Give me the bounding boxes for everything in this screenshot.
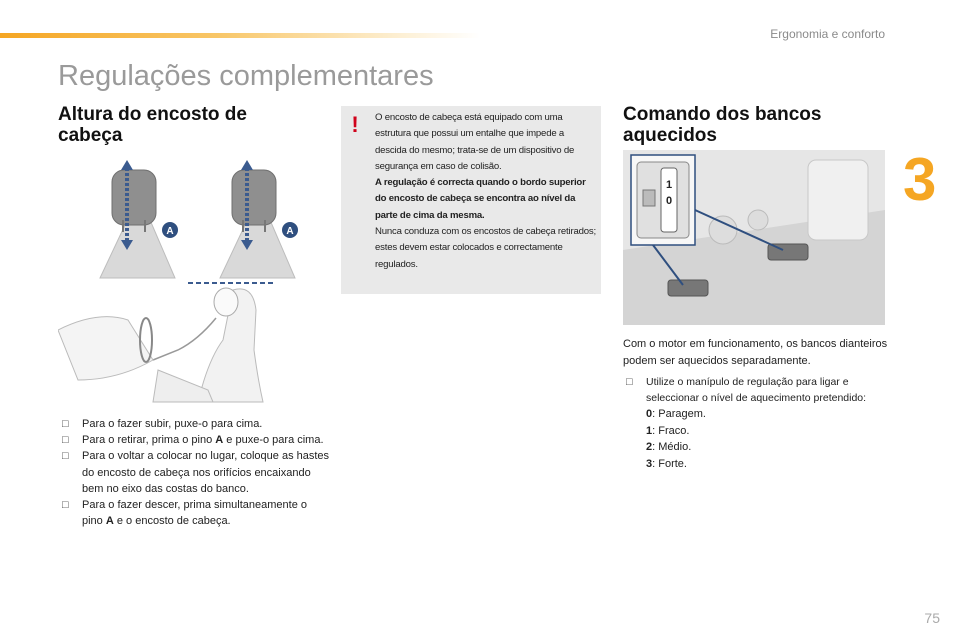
list-item [62,497,330,529]
level-num: 1 [646,424,653,437]
warning-text-bold: A regulação é correcta quando o bordo superior do encosto de cabeça se encontra ao nível da parte de cima da mesma. [375,177,586,221]
checkbox-bullet-icon: □ [62,450,69,463]
pin-label-a-left: A [166,226,174,237]
checkbox-bullet-icon: □ [62,418,69,430]
checkbox-bullet-icon: □ [626,376,633,388]
bullet-text: Para o retirar, prima o pino [82,434,216,447]
headrest-heading: Altura do encosto de cabeça [58,104,247,146]
heated-seat-control-illustration [623,150,885,325]
checkbox-bullet-icon: □ [62,434,69,447]
warning-text-2: Nunca conduza com os encostos de cabeça retirados; estes devem estar colocados e correctamente regulados. [375,226,596,270]
warning-text-1: O encosto de cabeça está equipado com uma estrutura que possui um entalhe que impede a descida do mesmo; trata-se de um dispositivo de segurança em caso de colisão. [375,112,575,172]
heating-levels [646,406,706,472]
bullet-bold: A [215,434,224,447]
heated-seats-heading: Comando dos bancos aquecidos [623,104,822,146]
page-title: Regulações complementares [58,60,434,92]
heated-seats-instructions [626,374,894,406]
level-item [646,406,706,423]
bullet-text: Para o voltar a colocar no lugar, coloque as hastes do encosto de cabeça nos orifícios encaixando bem no eixo das costas do banco. [82,450,330,495]
bullet-text: Para o fazer descer, prima simultaneamente o pino [82,499,308,528]
bullet-text: Para o fazer subir, puxe-o para cima. [82,418,263,430]
bullet-text: e puxe-o para cima. [223,434,324,447]
chapter-number: 3 [903,146,937,213]
level-item [646,456,706,473]
seat-left [100,160,178,278]
level-num: 3 [646,457,653,470]
level-label: : Forte. [652,457,687,470]
pin-label-a-right: A [286,226,294,237]
level-num: 0 [646,408,653,420]
bullet-text: Utilize o manípulo de regulação para ligar e seleccionar o nível de aquecimento pretendido: [646,376,867,405]
headrest-illustration [95,160,315,280]
level-label: : Paragem. [652,408,706,420]
list-item [62,432,330,448]
heated-seats-intro: Com o motor em funcionamento, os bancos dianteiros podem ser aquecidos separadamente. [623,338,888,367]
bullet-bold: A [105,515,114,528]
exclamation-icon: ! [351,112,359,137]
accent-bar [0,33,480,38]
headrest-instructions [62,416,330,529]
knob-inset [631,155,695,245]
driver-position-illustration [58,280,288,405]
section-label: Ergonomia e conforto [770,27,885,41]
level-item [646,423,706,440]
checkbox-bullet-icon: □ [62,499,69,512]
page-number: 75 [924,610,940,626]
level-label: : Fraco. [652,424,690,437]
warning-text [375,110,597,273]
list-item [62,448,330,497]
list-item [626,374,894,406]
bullet-text: e o encosto de cabeça. [113,515,231,528]
level-num: 2 [646,441,653,453]
level-label: : Médio. [652,441,692,453]
seat-right [220,160,298,278]
level-item [646,439,706,456]
knob-label-0: 0 [665,195,673,207]
knob-label-1: 1 [665,179,673,191]
list-item [62,416,330,432]
